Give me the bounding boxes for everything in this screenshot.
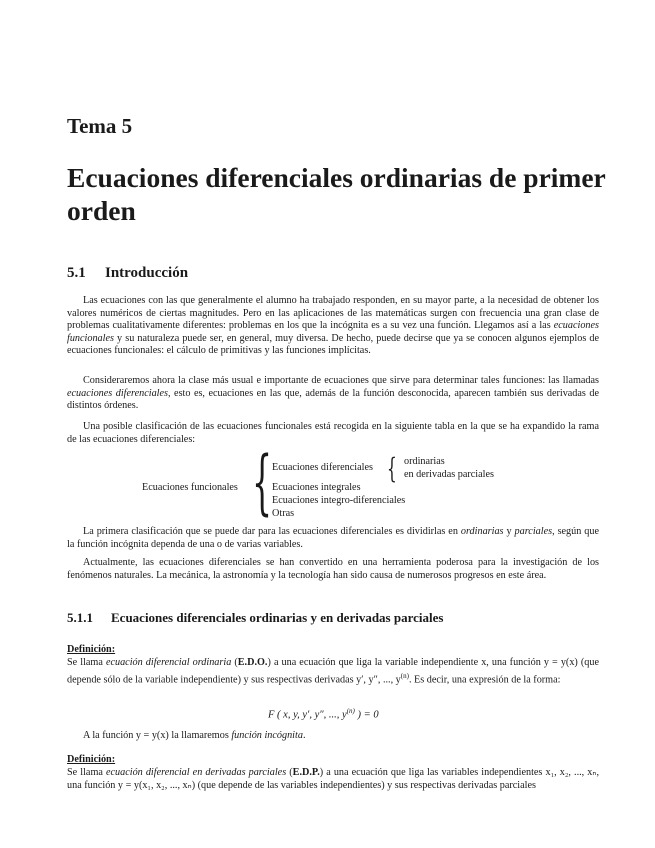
tree-branch: Ecuaciones integrales bbox=[272, 482, 361, 493]
definition-label: Definición: bbox=[67, 754, 116, 765]
tree-branch: Ecuaciones integro-diferenciales bbox=[272, 495, 406, 506]
tree-brace: { bbox=[252, 441, 273, 523]
definition-edo: Se llama ecuación diferencial ordinaria (E.D.O.) a una ecuación que liga la variable independiente x, una función y = y(x) (que depende sólo de la variable independiente) y sus respectivas derivadas y′, y″, ..., $y^{(n)}$. Es decir, una expresión de la forma: bbox=[67, 657, 599, 685]
edo-equation: F ( x, y, y′, y″, ..., $y^{(n)}$ ) = 0 bbox=[268, 707, 379, 721]
tree-branch: Otras bbox=[272, 508, 295, 519]
paragraph-applications: Actualmente, las ecuaciones diferenciales se han convertido en una herramienta poderosa para la investigación de los fenómenos naturales. La mecánica, la astronomía y la tecnología han sido causa de numerosos progresos en este área. bbox=[67, 557, 599, 581]
chapter-title: Ecuaciones diferenciales ordinarias de primer orden bbox=[67, 162, 606, 226]
paragraph-unknown-function: A la función y = y(x) la llamaremos función incógnita. bbox=[83, 730, 306, 741]
definition-edp: Se llama ecuación diferencial en derivadas parciales (E.D.P.) a una ecuación que liga las variables independientes x₁, x₂, ..., xₙ, una función y = y(x₁, x₂, ..., xₙ) (que depende de las variables independientes) y sus respectivas derivadas parciales bbox=[67, 767, 599, 791]
paragraph-intro: Las ecuaciones con las que generalmente el alumno ha trabajado responden, en su mayor parte, a la necesidad de obtener los valores numéricos de ciertas magnitudes. Pero en las aplicaciones de las matemáticas surgen con frecuencia una gran clase de problemas cualitativamente diferentes: problemas en los que la incógnita es a su vez una función. Llegamos así a las ecuaciones funcionales y su naturaleza puede ser, en general, muy diversa. De hecho, puede decirse que ya se conocen algunos ejemplos de ecuaciones funcionales: el cálculo de primitivas y las funciones implícitas. bbox=[67, 295, 599, 357]
section-number: 5.1 bbox=[67, 265, 86, 281]
subsection-title: Ecuaciones diferenciales ordinarias y en derivadas parciales bbox=[111, 610, 444, 625]
definition-label: Definición: bbox=[67, 644, 116, 655]
tree-sub-branch: en derivadas parciales bbox=[404, 469, 494, 480]
tree-sub-branch: ordinarias bbox=[404, 456, 445, 467]
chapter-label: Tema 5 bbox=[67, 114, 133, 138]
paragraph-diff-eq: Consideraremos ahora la clase más usual e importante de ecuaciones que sirve para determinar tales funciones: las llamadas ecuaciones diferenciales, esto es, ecuaciones en las que, además de la función desconocida, aparecen también sus derivadas de distintos órdenes. bbox=[67, 375, 599, 412]
paragraph-classification: Una posible clasificación de las ecuaciones funcionales está recogida en la siguiente tabla en la que se ha expandido la rama de las ecuaciones diferenciales: bbox=[67, 421, 599, 445]
section-title: Introducción bbox=[105, 265, 189, 281]
subsection-heading bbox=[67, 610, 443, 626]
subsection-number: 5.1.1 bbox=[67, 610, 93, 625]
tree-root: Ecuaciones funcionales bbox=[142, 482, 238, 493]
paragraph-ordinary-partial: La primera clasificación que se puede dar para las ecuaciones diferenciales es dividirlas en ordinarias y parciales, según que la función incógnita dependa de una o de varias variables. bbox=[67, 526, 600, 550]
section-heading bbox=[67, 265, 188, 282]
classification-tree bbox=[0, 441, 655, 523]
tree-sub-brace: { bbox=[387, 452, 397, 485]
tree-branch: Ecuaciones diferenciales bbox=[272, 462, 373, 473]
